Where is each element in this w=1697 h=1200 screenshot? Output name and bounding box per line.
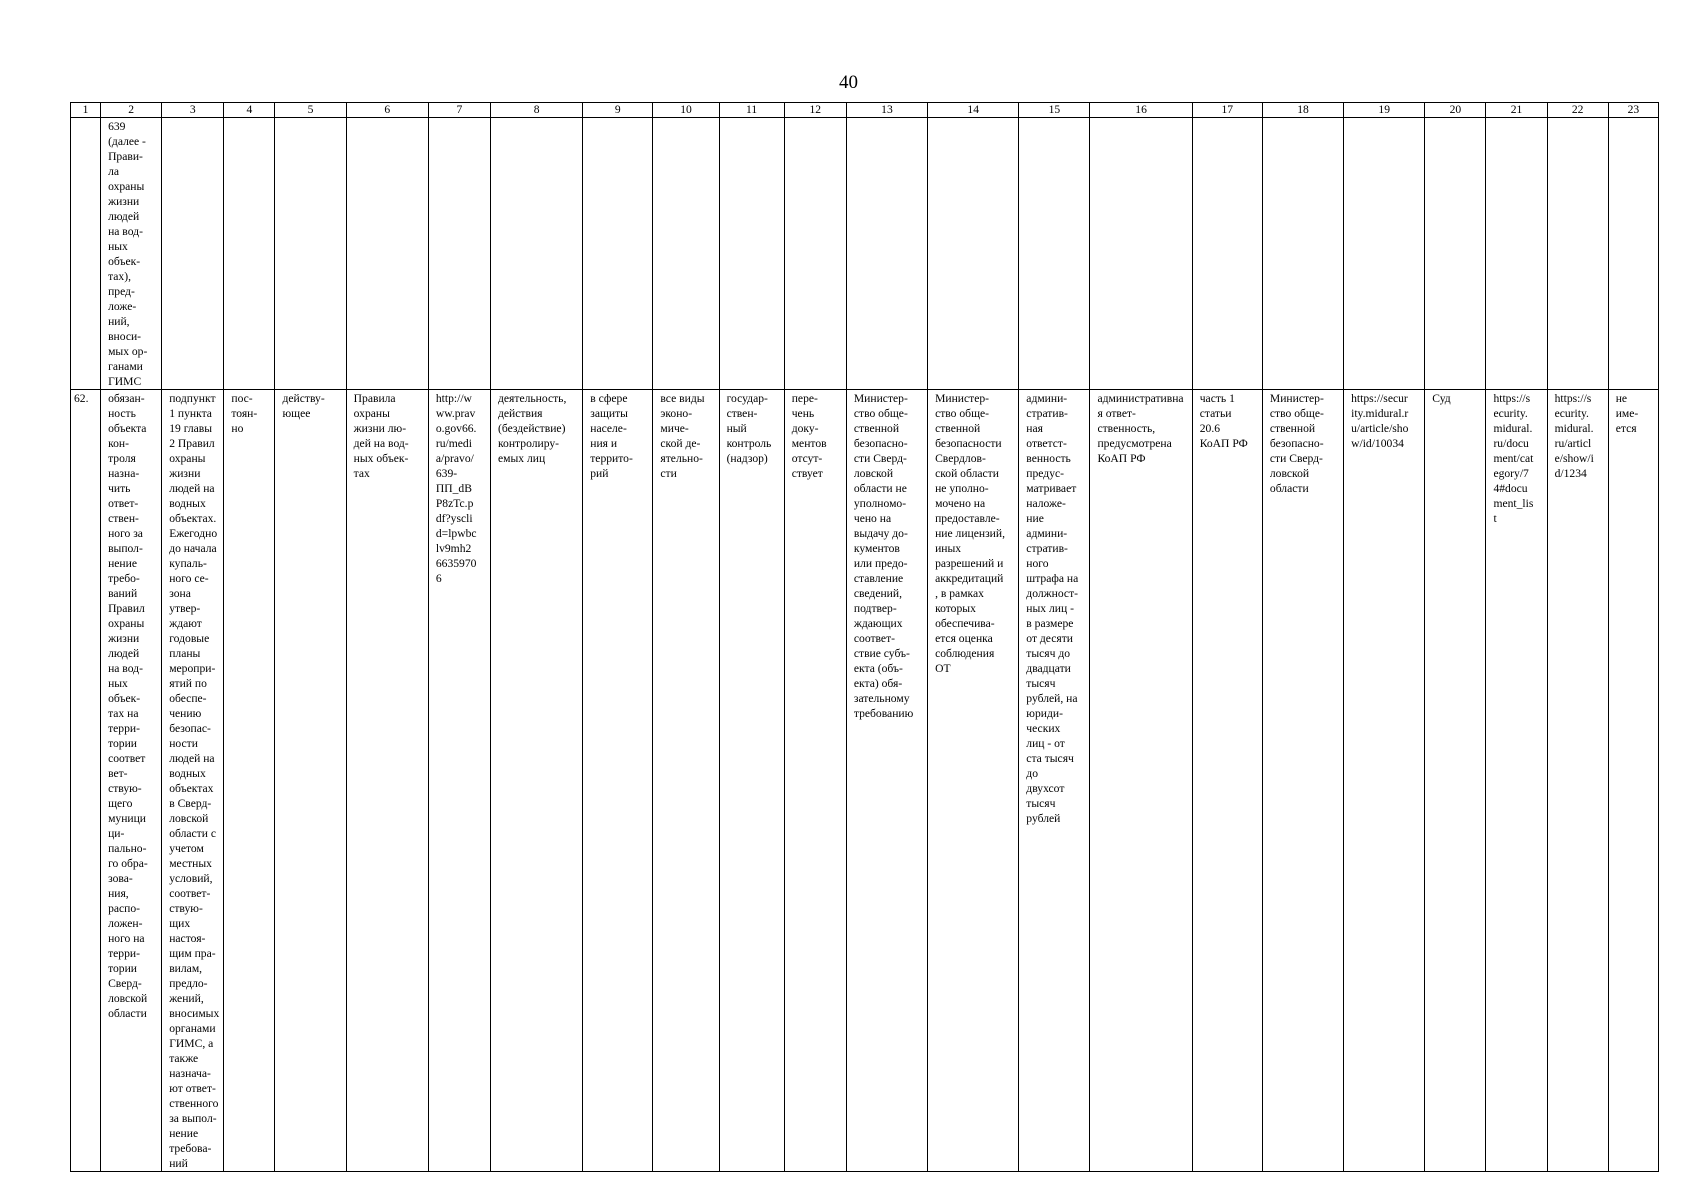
table-cell bbox=[1547, 118, 1608, 390]
column-number: 4 bbox=[224, 103, 275, 118]
column-number: 5 bbox=[275, 103, 346, 118]
table-cell bbox=[428, 118, 490, 390]
table-cell bbox=[1262, 118, 1343, 390]
column-number: 21 bbox=[1486, 103, 1547, 118]
column-number: 7 bbox=[428, 103, 490, 118]
table-cell: все виды эконо- миче- ской де- ятельно- сти bbox=[653, 390, 719, 1172]
table-cell bbox=[583, 118, 653, 390]
table-cell bbox=[653, 118, 719, 390]
row-number-cell: 62. bbox=[71, 390, 101, 1172]
table-cell bbox=[71, 118, 101, 390]
table-cell: пере- чень доку- ментов отсут- ствует bbox=[784, 390, 846, 1172]
column-number: 15 bbox=[1019, 103, 1090, 118]
table-cell: административная ответ- ственность, предусмотрена КоАП РФ bbox=[1090, 390, 1192, 1172]
table-cell: Министер- ство обще- ственной безопасно- сти Сверд- ловской области не уполномо- чено на выдачу до- кументов или предо- ставление сведений, подтвер- ждающих соответ- ствие субъ- екта (объ- екта) обя- зательному требованию bbox=[846, 390, 927, 1172]
column-number: 11 bbox=[719, 103, 784, 118]
table-cell: Суд bbox=[1425, 390, 1486, 1172]
column-number: 10 bbox=[653, 103, 719, 118]
column-number: 14 bbox=[928, 103, 1019, 118]
table-cell: обязан- ность объекта кон- троля назна- чить ответ- ствен- ного за выпол- нение требо- ваний Правил охраны жизни людей на вод- ных объек- тах на терри- тории соответ вет- ствую- щего муници ци- пально- го обра- зова- ния, распо- ложен- ного на терри- тории Сверд- ловской области bbox=[101, 390, 162, 1172]
requirements-table bbox=[70, 102, 1659, 1172]
table-cell: Министер- ство обще- ственной безопасности Свердлов- ской области не уполно- мочено на предоставле- ние лицензий, иных разрешений и аккредитаций , в рамках которых обеспечива- ется оценка соблюдения ОТ bbox=[928, 390, 1019, 1172]
table-cell: подпункт 1 пункта 19 главы 2 Правил охраны жизни людей на водных объектах. Ежегодно до начала купаль- ного се- зона утвер- ждают годовые планы меропри- ятий по обеспе- чению безопас- ности людей на водных объектах в Сверд- ловской области с учетом местных условий, соответ- ствую- щих настоя- щим пра- вилам, предло- жений, вносимых органами ГИМС, а также назнача- ют ответ- ственного за выпол- нение требова- ний bbox=[162, 390, 224, 1172]
page-number: 40 bbox=[839, 72, 858, 93]
table-cell: Министер- ство обще- ственной безопасно- сти Сверд- ловской области bbox=[1262, 390, 1343, 1172]
table-cell bbox=[784, 118, 846, 390]
column-number: 3 bbox=[162, 103, 224, 118]
table-cell: не име- ется bbox=[1608, 390, 1658, 1172]
table-cell bbox=[1608, 118, 1658, 390]
link-cell: https://s ecurity. midural. ru/articl e/show/i d/1234 bbox=[1547, 390, 1608, 1172]
table-cell: в сфере защиты населе- ния и террито- рий bbox=[583, 390, 653, 1172]
table-cell: государ- ствен- ный контроль (надзор) bbox=[719, 390, 784, 1172]
column-number: 8 bbox=[491, 103, 583, 118]
link-cell: http://w ww.prav o.gov66. ru/medi a/pravo/ 639- ПП_dB P8zTc.p df?yscli d=lpwbc lv9mh2 6635970 6 bbox=[428, 390, 490, 1172]
column-number: 2 bbox=[101, 103, 162, 118]
table-row bbox=[71, 390, 1659, 1172]
table-cell bbox=[275, 118, 346, 390]
column-number: 9 bbox=[583, 103, 653, 118]
table-cell bbox=[1344, 118, 1425, 390]
table-row bbox=[71, 118, 1659, 390]
table-cell bbox=[1486, 118, 1547, 390]
column-number: 16 bbox=[1090, 103, 1192, 118]
table-cell bbox=[1192, 118, 1262, 390]
table-cell bbox=[719, 118, 784, 390]
column-number: 6 bbox=[346, 103, 428, 118]
table-cell: часть 1 статьи 20.6 КоАП РФ bbox=[1192, 390, 1262, 1172]
column-number: 1 bbox=[71, 103, 101, 118]
column-number-row bbox=[71, 103, 1659, 118]
column-number: 17 bbox=[1192, 103, 1262, 118]
table-cell bbox=[162, 118, 224, 390]
table-cell: админи- стратив- ная ответст- венность предус- матривает наложе- ние админи- стратив- ного штрафа на должност- ных лиц - в размере от десяти тысяч до двадцати тысяч рублей, на юриди- ческих лиц - от ста тысяч до двухсот тысяч рублей bbox=[1019, 390, 1090, 1172]
table-cell bbox=[224, 118, 275, 390]
table-cell bbox=[1019, 118, 1090, 390]
column-number: 23 bbox=[1608, 103, 1658, 118]
table-cell bbox=[491, 118, 583, 390]
column-number: 19 bbox=[1344, 103, 1425, 118]
table-cell: действу- ющее bbox=[275, 390, 346, 1172]
table-cell: Правила охраны жизни лю- дей на вод- ных объек- тах bbox=[346, 390, 428, 1172]
table-cell: деятельность, действия (бездействие) контролиру- емых лиц bbox=[491, 390, 583, 1172]
table-cell bbox=[1090, 118, 1192, 390]
table-cell bbox=[928, 118, 1019, 390]
table-cell bbox=[346, 118, 428, 390]
column-number: 22 bbox=[1547, 103, 1608, 118]
column-number: 13 bbox=[846, 103, 927, 118]
column-number: 18 bbox=[1262, 103, 1343, 118]
table-cell bbox=[1425, 118, 1486, 390]
table-cell: пос- тоян- но bbox=[224, 390, 275, 1172]
column-number: 20 bbox=[1425, 103, 1486, 118]
link-cell: https://s ecurity. midural. ru/docu ment/cat egory/7 4#docu ment_lis t bbox=[1486, 390, 1547, 1172]
link-cell: https://secur ity.midural.r u/article/sho w/id/10034 bbox=[1344, 390, 1425, 1172]
table-cell: 639 (далее - Прави- ла охраны жизни людей на вод- ных объек- тах), пред- ложе- ний, вноси- мых ор- ганами ГИМС bbox=[101, 118, 162, 390]
table-cell bbox=[846, 118, 927, 390]
column-number: 12 bbox=[784, 103, 846, 118]
